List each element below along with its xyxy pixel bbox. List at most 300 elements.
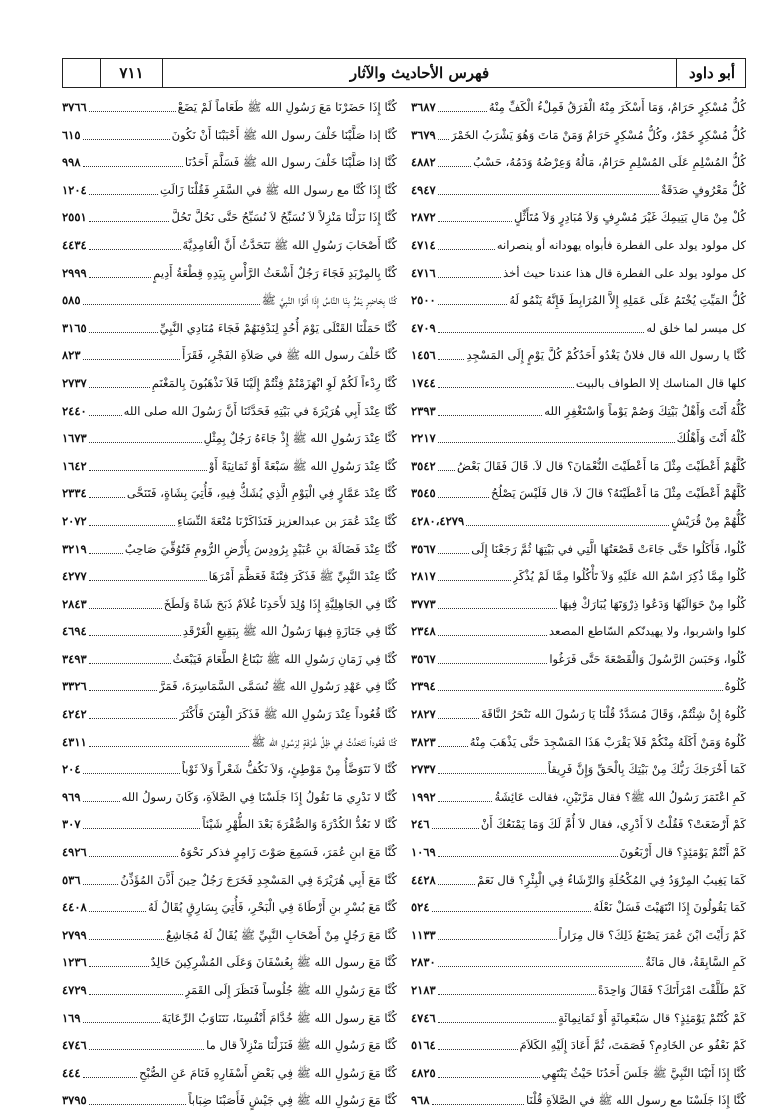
entry-text: كَمْ نَعْفُو عن الخَادِمِ؟ فَصَمَتَ، ثُمَّ أَعَادَ إِلَيْهِ الكَلاَمَ (519, 1038, 746, 1053)
dot-leader (89, 177, 158, 195)
dot-leader (438, 287, 508, 305)
index-entry (411, 370, 746, 398)
entry-reference-number: ٢٠٧٢ (62, 513, 87, 528)
entry-reference-number: ١٤٥٦ (411, 348, 436, 363)
index-entry (411, 1005, 746, 1033)
entry-text: كَمْ أَنْتُمْ يَوْمَئِذٍ؟ قال أَرْبَعُونَ (619, 845, 746, 860)
entry-reference-number: ٤٤٤ (62, 1065, 81, 1080)
dot-leader (438, 315, 645, 333)
entry-text: كُنَّا فِي عَهْدِ رَسُولِ الله ﷺ نُسَمَّى السَّمَاسِرَةَ، فَمَرَّ (159, 679, 397, 694)
dot-leader (432, 894, 592, 912)
dot-leader (89, 398, 122, 416)
entry-reference-number: ٥٨٥ (62, 293, 81, 308)
dot-leader (438, 729, 468, 747)
entry-text: كُنَّا عِنْدَ عَمَّارٍ فِي الْيَوْمِ الَّذِي يُشَكُّ فِيهِ، فَأُتِيَ بِشَاةٍ، فَتَنَحَّى (126, 486, 397, 501)
entry-text: كُلُوا، فَأَكَلُوا حَتَّى جَاءَتْ قَصْعَتُهَا الَّتِي في بَيْتِهَا ثُمَّ رَجَعْنَا إِلَى (471, 541, 746, 556)
entry-reference-number: ٤٧١٦ (411, 265, 436, 280)
entry-reference-number: ٤٢٤٢ (62, 707, 87, 722)
entry-text: كُنَّا عِنْدَ رَسُولِ الله ﷺ إِذْ جَاءَهُ رَجُلٌ بِمِثْلِ (203, 431, 397, 446)
index-entry (62, 315, 397, 343)
dot-leader (438, 922, 557, 940)
page-title: فهرس الأحاديث والآثار (163, 59, 677, 87)
dot-leader (89, 922, 164, 940)
entry-text: كُلُّ المَيِّتِ يُخْتَمُ عَلَى عَمَلِهِ إِلاَّ المُرَابِطَ فَإِنَّهُ يَنْمُو لَهُ (509, 293, 746, 308)
index-entry (62, 177, 397, 205)
index-entry (411, 977, 746, 1005)
index-entry (411, 122, 746, 150)
entry-text: كُلُوا مِنْ حَوَالَيْهَا وَدَعُوا ذِرْوَتَهَا يُبَارَكْ فِيهَا (559, 596, 746, 611)
dot-leader (89, 563, 207, 581)
index-entry (62, 508, 397, 536)
index-entry (62, 784, 397, 812)
index-entry (411, 673, 746, 701)
dot-leader (438, 673, 723, 691)
entry-reference-number: ٤٢٨٠،٤٢٧٩ (411, 513, 465, 528)
entry-reference-number: ١١٣٣ (411, 927, 436, 942)
entry-text: كُنَّا بِالمِرْبَدِ فَجَاءَ رَجُلٌ أَشْعَثُ الرَّأْسِ بِيَدِهِ قِطْعَةُ أَدِيمٍ (153, 265, 397, 280)
dot-leader (89, 232, 181, 250)
entry-reference-number: ٢٨٤٣ (62, 596, 87, 611)
index-entry (62, 729, 397, 757)
entry-text: كُنَّا إِذَا أَتَيْنَا النَّبِيَّ ﷺ جَلَسَ أَحَدُنَا حَيْثُ يَنْتَهِي (541, 1065, 746, 1080)
index-entry (62, 894, 397, 922)
dot-leader (438, 1005, 556, 1023)
entry-reference-number: ٣٤٩٣ (62, 651, 87, 666)
entry-reference-number: ٣٧٦٦ (62, 100, 87, 114)
index-entry (62, 94, 397, 122)
entry-reference-number: ١٢٠٤ (62, 182, 87, 197)
entry-reference-number: ٢٥٥١ (62, 210, 87, 225)
dot-leader (438, 342, 465, 360)
entry-reference-number: ١٩٩٢ (411, 789, 436, 804)
entry-text: كُنَّا مَعَ رسول الله ﷺ خُدَّامَ أَنْفُسِنَا، نَتَنَاوَبُ الرِّعَايَةَ (161, 1010, 397, 1025)
dot-leader (89, 673, 157, 691)
entry-text: كُنَّا فِي الجَاهِلِيَّةِ إِذَا وُلِدَ لأَحَدِنَا غُلاَمٌ ذَبَحَ شَاةً وَلَطَخَ (163, 596, 397, 611)
dot-leader (438, 618, 547, 636)
index-entry (62, 204, 397, 232)
entry-text: كُنَّا مَعَ أَبِي هُرَيْرَةَ فِي المَسْجِدِ فَخَرَجَ رَجُلٌ حِينَ أَذَّنَ المُؤَذِّنُ (120, 872, 397, 887)
index-entry (411, 811, 746, 839)
dot-leader (89, 646, 171, 664)
index-entry (62, 756, 397, 784)
dot-leader (438, 1060, 540, 1078)
dot-leader (438, 149, 471, 167)
entry-text: كُنَّا مَعَ ابنِ عُمَرَ، فَسَمِعَ صَوْتَ زَامِرٍ فذكر نَحْوَهُ (180, 845, 397, 860)
entry-reference-number: ٢٠٤ (62, 762, 81, 777)
entry-reference-number: ٨٢٣ (62, 348, 81, 363)
entry-text: كُنَّا مَعَ بُسْرِ بنِ أَرْطَاةَ فِي الْبَحْرِ، فَأُتِيَ بِسَارِقٍ يُقَالُ لَهُ (148, 900, 397, 915)
index-entry (411, 94, 746, 122)
entry-text: كَمْ رَأَيْتَ ابْنَ عُمَرَ يَصْنَعُ ذَلِكَ؟ قال مِرَاراً (558, 927, 746, 942)
index-entry (411, 260, 746, 288)
dot-leader (89, 370, 150, 388)
index-entry (411, 425, 746, 453)
dot-leader (438, 398, 543, 416)
entry-reference-number: ٦١٥ (62, 127, 81, 142)
index-entry (62, 480, 397, 508)
index-entry (62, 370, 397, 398)
index-entry (411, 536, 746, 564)
dot-leader (432, 811, 479, 829)
dot-leader (89, 94, 176, 112)
entry-text: كُلُّهُ أَنْتَ وَأَهْلُ بَيْتِكَ وَصُمْ يَوْماً وَاسْتَغْفِرِ الله (544, 403, 746, 418)
index-entry (62, 977, 397, 1005)
entry-reference-number: ٤٤٠٨ (62, 900, 87, 915)
dot-leader (438, 370, 574, 388)
dot-leader (438, 563, 511, 581)
dot-leader (89, 949, 149, 967)
entry-reference-number: ٣٣٢٦ (62, 679, 87, 694)
index-entry (62, 232, 397, 260)
dot-leader (89, 618, 181, 636)
entry-reference-number: ٣٦٨٧ (411, 100, 436, 114)
entry-text: كُنَّا لا نَدْرِي مَا نَقُولُ إِذَا جَلَسْنَا فِي الصَّلاَةِ، وَكَانَ رسولُ الله (121, 789, 397, 804)
dot-leader (89, 1087, 187, 1105)
dot-leader (89, 839, 179, 857)
entry-text: كُنَّا لا نَعُدُّ الكُدْرَةَ وَالصُّفْرَةَ بَعْدَ الطُّهْرِ شَيْئاً (202, 817, 397, 832)
entry-reference-number: ٣١٦٥ (62, 320, 87, 335)
index-entry (411, 177, 746, 205)
entry-text: كُنَّا مَعَ رَجُلٍ مِنْ أَصْحَابِ النَّبِيِّ ﷺ يُقَالُ لَهُ مُجَاشِعٌ (165, 927, 397, 942)
entry-reference-number: ٢٥٠٠ (411, 293, 436, 308)
entry-text: كَمْ طَلَّقْتَ امْرَأَتَكَ؟ فَقَالَ وَاحِدَةً (597, 983, 746, 997)
entry-text: كُلُوهُ إِنْ شِئْتُمْ، وَقَالَ مُسَدَّدٌ قُلْنَا يَا رَسُولَ الله نَنْحَرُ النَّاقَةَ (481, 707, 746, 722)
dot-leader (438, 94, 487, 112)
entry-reference-number: ٣٠٧ (62, 817, 81, 832)
entry-reference-number: ٢٣٣٤ (62, 486, 87, 501)
entry-reference-number: ٣٥٦٧ (411, 541, 436, 556)
dot-leader (83, 784, 120, 802)
entry-reference-number: ٤٨٨٢ (411, 155, 436, 170)
dot-leader (466, 508, 669, 526)
index-entry (411, 315, 746, 343)
entry-text: كُلُّ المُسْلِمِ عَلَى المُسْلِمِ حَرَامٌ، مَالُهُ وَعِرْضُهُ وَدَمُهُ، حَسْبُ (473, 155, 746, 170)
dot-leader (438, 453, 455, 471)
entry-text: كُلُوهُ (724, 679, 746, 694)
index-entry (411, 949, 746, 977)
entry-reference-number: ٣٨٢٣ (411, 734, 436, 749)
entry-reference-number: ٤٦٩٤ (62, 624, 87, 639)
index-entry (62, 701, 397, 729)
index-entry (62, 425, 397, 453)
entry-reference-number: ٤٧٤٦ (62, 1038, 87, 1053)
entry-text: كُلَّهُمْ أَعْطَيْتَ مِثْلَ مَا أَعْطَيْتَ النُّعْمَانَ؟ قال لاَ. قَالَ فَقَالَ بَعْضُ (457, 458, 746, 473)
entry-reference-number: ٩٦٩ (62, 789, 81, 804)
dot-leader (83, 867, 119, 885)
index-entry (411, 480, 746, 508)
entry-text: كُنَّا مَعَ رَسُولِ الله ﷺ فِي بَعْضِ أَسْفَارِهِ فَنَامَ عَنِ الصُّبْحِ (139, 1065, 397, 1080)
dot-leader (89, 204, 170, 222)
index-entry (62, 287, 397, 315)
entry-reference-number: ٢٨٣٠ (411, 955, 436, 970)
entry-text: كُنَّا بِحَاضِرٍ يَمُرُّ بِنَا النَّاسُ إِذَا أَتَوُا النَّبِيَّ ﷺ (261, 293, 397, 308)
dot-leader (89, 260, 151, 278)
entry-text: كُنَّا مَعَ رَسُولِ الله ﷺ فَنَزَلْنَا مَنْزِلاً قال ما (206, 1038, 397, 1053)
left-column (62, 94, 397, 1115)
entry-text: كُنَّا مَعَ رسول الله ﷺ بِعُسْفَانَ وَعَلَى المُشْرِكِينَ خَالِدٌ (150, 955, 397, 970)
dot-leader (83, 1060, 138, 1078)
index-entry (62, 1005, 397, 1033)
dot-leader (83, 811, 201, 829)
entry-reference-number: ١٦٩ (62, 1010, 81, 1025)
dot-leader (438, 756, 546, 774)
entry-text: كُلْ مِنْ مَالِ يَتِيمِكَ غَيْرَ مُسْرِفٍ وَلاَ مُبَادِرٍ وَلاَ مُتَأَثِّلٍ (514, 210, 746, 225)
dot-leader (83, 756, 180, 774)
entry-reference-number: ٤٣١١ (62, 734, 87, 749)
entry-reference-number: ٣٥٤٢ (411, 458, 436, 473)
dot-leader (89, 729, 250, 747)
dot-leader (89, 1032, 204, 1050)
dot-leader (89, 508, 175, 526)
dot-leader (89, 453, 207, 471)
index-entry (411, 646, 746, 674)
entry-reference-number: ٢١٨٣ (411, 983, 436, 997)
entry-text: كُنَّا عِنْدَ أَبِي هُرَيْرَةَ في بَيْتِهِ فَحَدَّثَنَا أَنَّ رَسُولَ الله صلى الله (123, 403, 397, 418)
entry-text: كُنَّا أَصْحَابَ رَسُولِ الله ﷺ نَتَحَدَّثُ أَنَّ الْغَامِدِيَّةَ (182, 237, 397, 252)
entry-text: كُنَّا إِذَا كُنَّا مع رسول الله ﷺ في السَّفَرِ فَقُلْنَا زَالَتِ (159, 182, 397, 197)
entry-reference-number: ٤٧٢٩ (62, 983, 87, 997)
entry-text: كُلُّ مَعْرُوفٍ صَدَقَةٌ (660, 182, 746, 197)
entry-reference-number: ٩٩٨ (62, 155, 81, 170)
index-entry (411, 867, 746, 895)
dot-leader (83, 342, 181, 360)
index-entry (62, 1032, 397, 1060)
dot-leader (89, 480, 125, 498)
index-entry (411, 287, 746, 315)
entry-reference-number: ٣٦٧٩ (411, 127, 436, 142)
index-entry (62, 646, 397, 674)
dot-leader (438, 1032, 518, 1050)
entry-text: كُلُوا، وَحَبَسَ الرَّسُولَ وَالْقَصْعَةَ حَتَّى فَرَغُوا (549, 651, 746, 666)
dot-leader (83, 287, 260, 305)
entry-reference-number: ٢٣٤٨ (411, 624, 436, 639)
dot-leader (89, 977, 183, 995)
entry-text: كُنَّا عِنْدَ عُمَرَ بن عبدالعزيز فَتَذَاكَرْنَا مُتْعَةَ النِّسَاءِ (177, 513, 397, 528)
entry-text: كُنَّا إِذَا حَضَرْنَا مَعَ رَسُولِ الله ﷺ طَعَاماً لَمْ يَضَعْ (177, 100, 397, 114)
dot-leader (89, 536, 123, 554)
entry-reference-number: ٢٣٩٣ (411, 403, 436, 418)
entry-reference-number: ٣٧٧٣ (411, 596, 436, 611)
entry-text: كُلُّ مُسْكِرٍ حَرَامٌ، وَمَا أَسْكَرَ مِنْهُ الْفَرَقُ فَمِلْءُ الْكَفِّ مِنْهُ (488, 100, 746, 114)
entry-reference-number: ٤٧١٤ (411, 237, 436, 252)
index-entry (411, 1087, 746, 1115)
dot-leader (438, 177, 659, 195)
entry-reference-number: ٢٧٣٧ (411, 762, 436, 777)
entry-text: كُنَّا مَعَ رَسُولِ الله ﷺ جُلُوساً فَنَظَرَ إِلَى القَمَرِ (184, 983, 397, 997)
index-entry (62, 839, 397, 867)
index-entry (411, 784, 746, 812)
entry-text: كَمَا يَغِيبُ المِرْوَدُ فِي المُكْحُلَةِ وَالرِّشَاءُ فِي الْبِئْرِ؟ قال نَعَمْ (477, 872, 746, 887)
index-entry (62, 260, 397, 288)
index-entry (62, 398, 397, 426)
index-entry (411, 591, 746, 619)
entry-reference-number: ٤٢٧٧ (62, 569, 87, 584)
entry-reference-number: ٢٢١٧ (411, 431, 436, 446)
entry-reference-number: ٣٥٤٥ (411, 486, 436, 501)
entry-text: كل مولود يولد على الفطرة قال هذا عندنا حيث أخذ (503, 265, 746, 280)
entry-reference-number: ٤٨٢٥ (411, 1065, 436, 1080)
index-entry (411, 1032, 746, 1060)
index-entry (411, 839, 746, 867)
dot-leader (438, 232, 495, 250)
entry-text: كُنَّا يا رسول الله قال فلانٌ يَغْدُو أَحَدُكُمْ كُلَّ يَوْمٍ إِلَى المَسْجِدِ (466, 348, 746, 363)
index-entry (62, 563, 397, 591)
entry-text: كُنَّا إِذَا نَزَلْنَا مَنْزِلاً لاَ نُسَبِّحُ لاَ نُسَبِّحُ حَتَّى نَحُلَّ تَحُلَّ (171, 210, 397, 225)
dot-leader (89, 591, 162, 609)
index-entry (411, 563, 746, 591)
dot-leader (432, 1087, 524, 1105)
book-author: أبو داود (688, 64, 736, 82)
entry-text: كل مولود يولد على الفطرة فأبواه يهودانه أو ينصرانه (496, 237, 746, 252)
index-entry (62, 591, 397, 619)
index-entry (62, 1087, 397, 1115)
dot-leader (83, 122, 170, 140)
entry-reference-number: ٥٣٦ (62, 872, 81, 887)
dot-leader (438, 784, 493, 802)
index-entry (411, 894, 746, 922)
entry-text: كَمْ كُنْتُمْ يَوْمَئِذٍ؟ قال سَبْعَمِائَةٍ أَوْ ثَمَانِمِائَةٍ (558, 1010, 746, 1025)
dot-leader (89, 425, 202, 443)
entry-reference-number: ٣٥٦٧ (411, 651, 436, 666)
entry-reference-number: ٢٧٣٧ (62, 375, 87, 390)
entry-reference-number: ٥٢٤ (411, 900, 430, 915)
entry-text: كُنَّا فِي زَمَانِ رَسُولِ الله ﷺ نَبْتَاعُ الطَّعَامَ فَيَبْعَثُ (172, 651, 397, 666)
entry-text: كلها قال المناسك إلا الطواف بالبيت (575, 375, 746, 390)
entry-text: كُنَّا قُعُوداً عِنْدَ رَسُولِ الله ﷺ فَذَكَرَ الْفِتَنَ فَأَكْثَرَ (179, 707, 397, 722)
entry-text: كُنَّا عِنْدَ فَضَالَةَ بنِ عُبَيْدٍ بِرُودِسَ بِأَرْضِ الرُّومِ فَتُوُفِّيَ صَاحِبٌ (124, 541, 397, 556)
entry-reference-number: ٤٧٠٩ (411, 320, 436, 335)
header-blank-cell (63, 59, 101, 87)
entry-reference-number: ٢٩٩٩ (62, 265, 87, 280)
entry-reference-number: ٢٨٢٧ (411, 707, 436, 722)
entry-reference-number: ١٦٧٣ (62, 431, 87, 446)
entry-text: كُنَّا إذا صَلَّيْنَا خَلْفَ رسول الله ﷺ أَحْبَبْنَا أَنْ نَكُونَ (171, 127, 397, 142)
index-entry (411, 453, 746, 481)
dot-leader (89, 315, 158, 333)
index-entry (411, 618, 746, 646)
index-entry (62, 949, 397, 977)
entry-reference-number: ٢٨٧٢ (411, 210, 436, 225)
index-entry (411, 342, 746, 370)
entry-text: كُلَّهُمْ أَعْطَيْتَ مِثْلَ مَا أَعْطَيْتَهُ؟ قالَ لاَ، قال فَلَيْسَ يَصْلُحُ (491, 486, 746, 501)
index-entry (411, 398, 746, 426)
entry-reference-number: ٢٨١٧ (411, 569, 436, 584)
entry-text: كُنَّا عِنْدَ رَسُولِ الله ﷺ سَبْعَةً أَوْ ثَمَانِيَةً أَوْ (208, 458, 397, 473)
entry-text: كُنَّا قُعُوداً نَتَحَدَّثُ فِي ظِلِّ غُرْفَةٍ لِرَسُولِ الله ﷺ (251, 734, 397, 749)
index-entry (411, 1060, 746, 1088)
index-entry (411, 232, 746, 260)
entry-reference-number: ٢٤٤٠ (62, 403, 87, 418)
dot-leader (438, 122, 449, 140)
entry-reference-number: ٩٦٨ (411, 1093, 430, 1108)
entry-text: كُلْهُ أَنْتَ وَأَهْلُكَ (676, 431, 746, 446)
entry-reference-number: ٥١٦٤ (411, 1038, 436, 1053)
entry-reference-number: ٤٩٢٦ (62, 845, 87, 860)
entry-reference-number: ٣٧٩٥ (62, 1093, 87, 1108)
page-header (62, 58, 746, 88)
entry-reference-number: ١٢٣٦ (62, 955, 87, 970)
entry-reference-number: ٤٩٤٧ (411, 182, 436, 197)
entry-text: كلوا واشربوا، ولا يهيدنّكم السّاطع المصعد (548, 624, 746, 639)
index-entry (62, 536, 397, 564)
entry-text: كَمِ اعْتَمَرَ رَسُولُ الله ﷺ؟ فقال مَرَّتَيْنِ، فقالت عَائِشَةُ (494, 789, 746, 804)
index-entry (62, 673, 397, 701)
index-entry (411, 149, 746, 177)
entry-text: كُنَّا فِي جَنَازَةٍ فِيهَا رَسُولُ الله ﷺ بِبَقِيعِ الْغَرْقَدِ (182, 624, 397, 639)
entry-text: كُنَّا إِذَا جَلَسْنَا مع رسول الله ﷺ في الصَّلاَةِ قُلْنَا (525, 1093, 746, 1108)
entry-text: كَمْ أَرْضَعَتْ؟ فَقُلْتُ لاَ أَدْرِي، فقال لاَ أُمَّ لَكَ وَمَا يَمْنَعُكَ أَنْ (480, 817, 746, 832)
dot-leader (438, 867, 475, 885)
entry-reference-number: ٢٣٩٤ (411, 679, 436, 694)
entry-text: كَمَا يَقُولُونَ إِذَا انْتَهَيْتَ فَسَلْ نَعْلَهُ (593, 900, 746, 915)
index-entry (411, 729, 746, 757)
dot-leader (83, 1005, 160, 1023)
index-entry (62, 811, 397, 839)
entry-text: كَمِ السَّابِقَةُ، قال مَائَةٌ (645, 955, 746, 970)
entry-text: كُلُّهُمْ مِنْ قُرَيْشٍ (671, 513, 746, 528)
index-entry (62, 618, 397, 646)
dot-leader (89, 894, 146, 912)
dot-leader (438, 646, 548, 664)
entry-text: كُلُّ مُسْكِرٍ خَمْرٌ، وكُلُّ مُسْكِرٍ حَرَامٌ وَمَنْ مَاتَ وَهُوَ يَشْرَبُ الخَمْرَ (451, 127, 746, 142)
dot-leader (438, 260, 501, 278)
index-entry (62, 453, 397, 481)
entry-reference-number: ١٠٦٩ (411, 845, 436, 860)
dot-leader (438, 701, 479, 719)
right-column (411, 94, 746, 1115)
entry-reference-number: ٢٧٩٩ (62, 927, 87, 942)
entry-text: كُلُوهُ وَمَنْ أَكَلَهُ مِنْكُمْ فَلاَ يَقْرَبْ هَذَا المَسْجِدَ حَتَّى يَذْهَبَ مِنْهُ (469, 734, 746, 749)
index-entry (411, 756, 746, 784)
index-entry (62, 149, 397, 177)
index-entry (62, 122, 397, 150)
dot-leader (438, 977, 596, 995)
index-entry (62, 922, 397, 950)
entry-text: كُنَّا لاَ نَتَوَضَّأُ مِنْ مَوْطِئٍ، وَلاَ نَكُفُّ شَعْراً وَلاَ ثَوْباً (181, 762, 397, 777)
dot-leader (438, 425, 675, 443)
entry-reference-number: ١٧٤٤ (411, 375, 436, 390)
dot-leader (89, 701, 178, 719)
entry-text: كل ميسر لما خلق له (646, 320, 746, 335)
index-entry (62, 867, 397, 895)
entry-reference-number: ٤٧٤٦ (411, 1010, 436, 1025)
entry-reference-number: ٤٤٢٨ (411, 872, 436, 887)
entry-text: كُنَّا إذا صَلَّيْنَا خَلْفَ رسول الله ﷺ فَسَلَّمَ أَحَدُنَا (184, 155, 397, 170)
dot-leader (438, 204, 512, 222)
index-entry (411, 701, 746, 729)
entry-text: كُنَّا مَعَ رَسُولِ الله ﷺ فِي جَيْشٍ فَأَصَبْنَا ضِبَاباً (188, 1093, 397, 1108)
entry-text: كُنَّا عِنْدَ النَّبِيِّ ﷺ فَذَكَرَ فِتْنَةً فَعَظَّمَ أَمْرَهَا (208, 569, 397, 584)
index-entry (411, 204, 746, 232)
dot-leader (438, 536, 470, 554)
entry-reference-number: ٢٤٦ (411, 817, 430, 832)
entry-text: كُنَّا حَمَلْنَا القَتْلَى يَوْمَ أُحُدٍ لِنَدْفِنَهُمْ فَجَاءَ مُنَادِي النَّبِيِّ (159, 320, 397, 335)
entry-text: كُلُوا مِمَّا ذُكِرَ اسْمُ الله عَلَيْهِ وَلاَ تَأْكُلُوا مِمَّا لَمْ يُذْكَرِ (512, 569, 746, 584)
entry-text: كُنَّا خَلْفَ رسول الله ﷺ في صَلاَةِ الفَجْرِ، فَقَرَأَ (182, 348, 397, 363)
page-number: ٧١١ (101, 59, 163, 87)
dot-leader (438, 839, 618, 857)
index-page (62, 58, 748, 1108)
index-entry (62, 342, 397, 370)
entry-reference-number: ٣٢١٩ (62, 541, 87, 556)
entry-reference-number: ١٦٤٢ (62, 458, 87, 473)
dot-leader (438, 591, 558, 609)
index-entry (411, 922, 746, 950)
index-entry (62, 1060, 397, 1088)
entry-text: كُنَّا رِدْءاً لَكُمْ لَوِ انْهَزَمْتُمْ فِئْتُمْ إِلَيْنَا فَلاَ تَذْهَبُونَ بِالمَغْنَمِ (151, 375, 397, 390)
index-entry (411, 508, 746, 536)
dot-leader (83, 149, 183, 167)
